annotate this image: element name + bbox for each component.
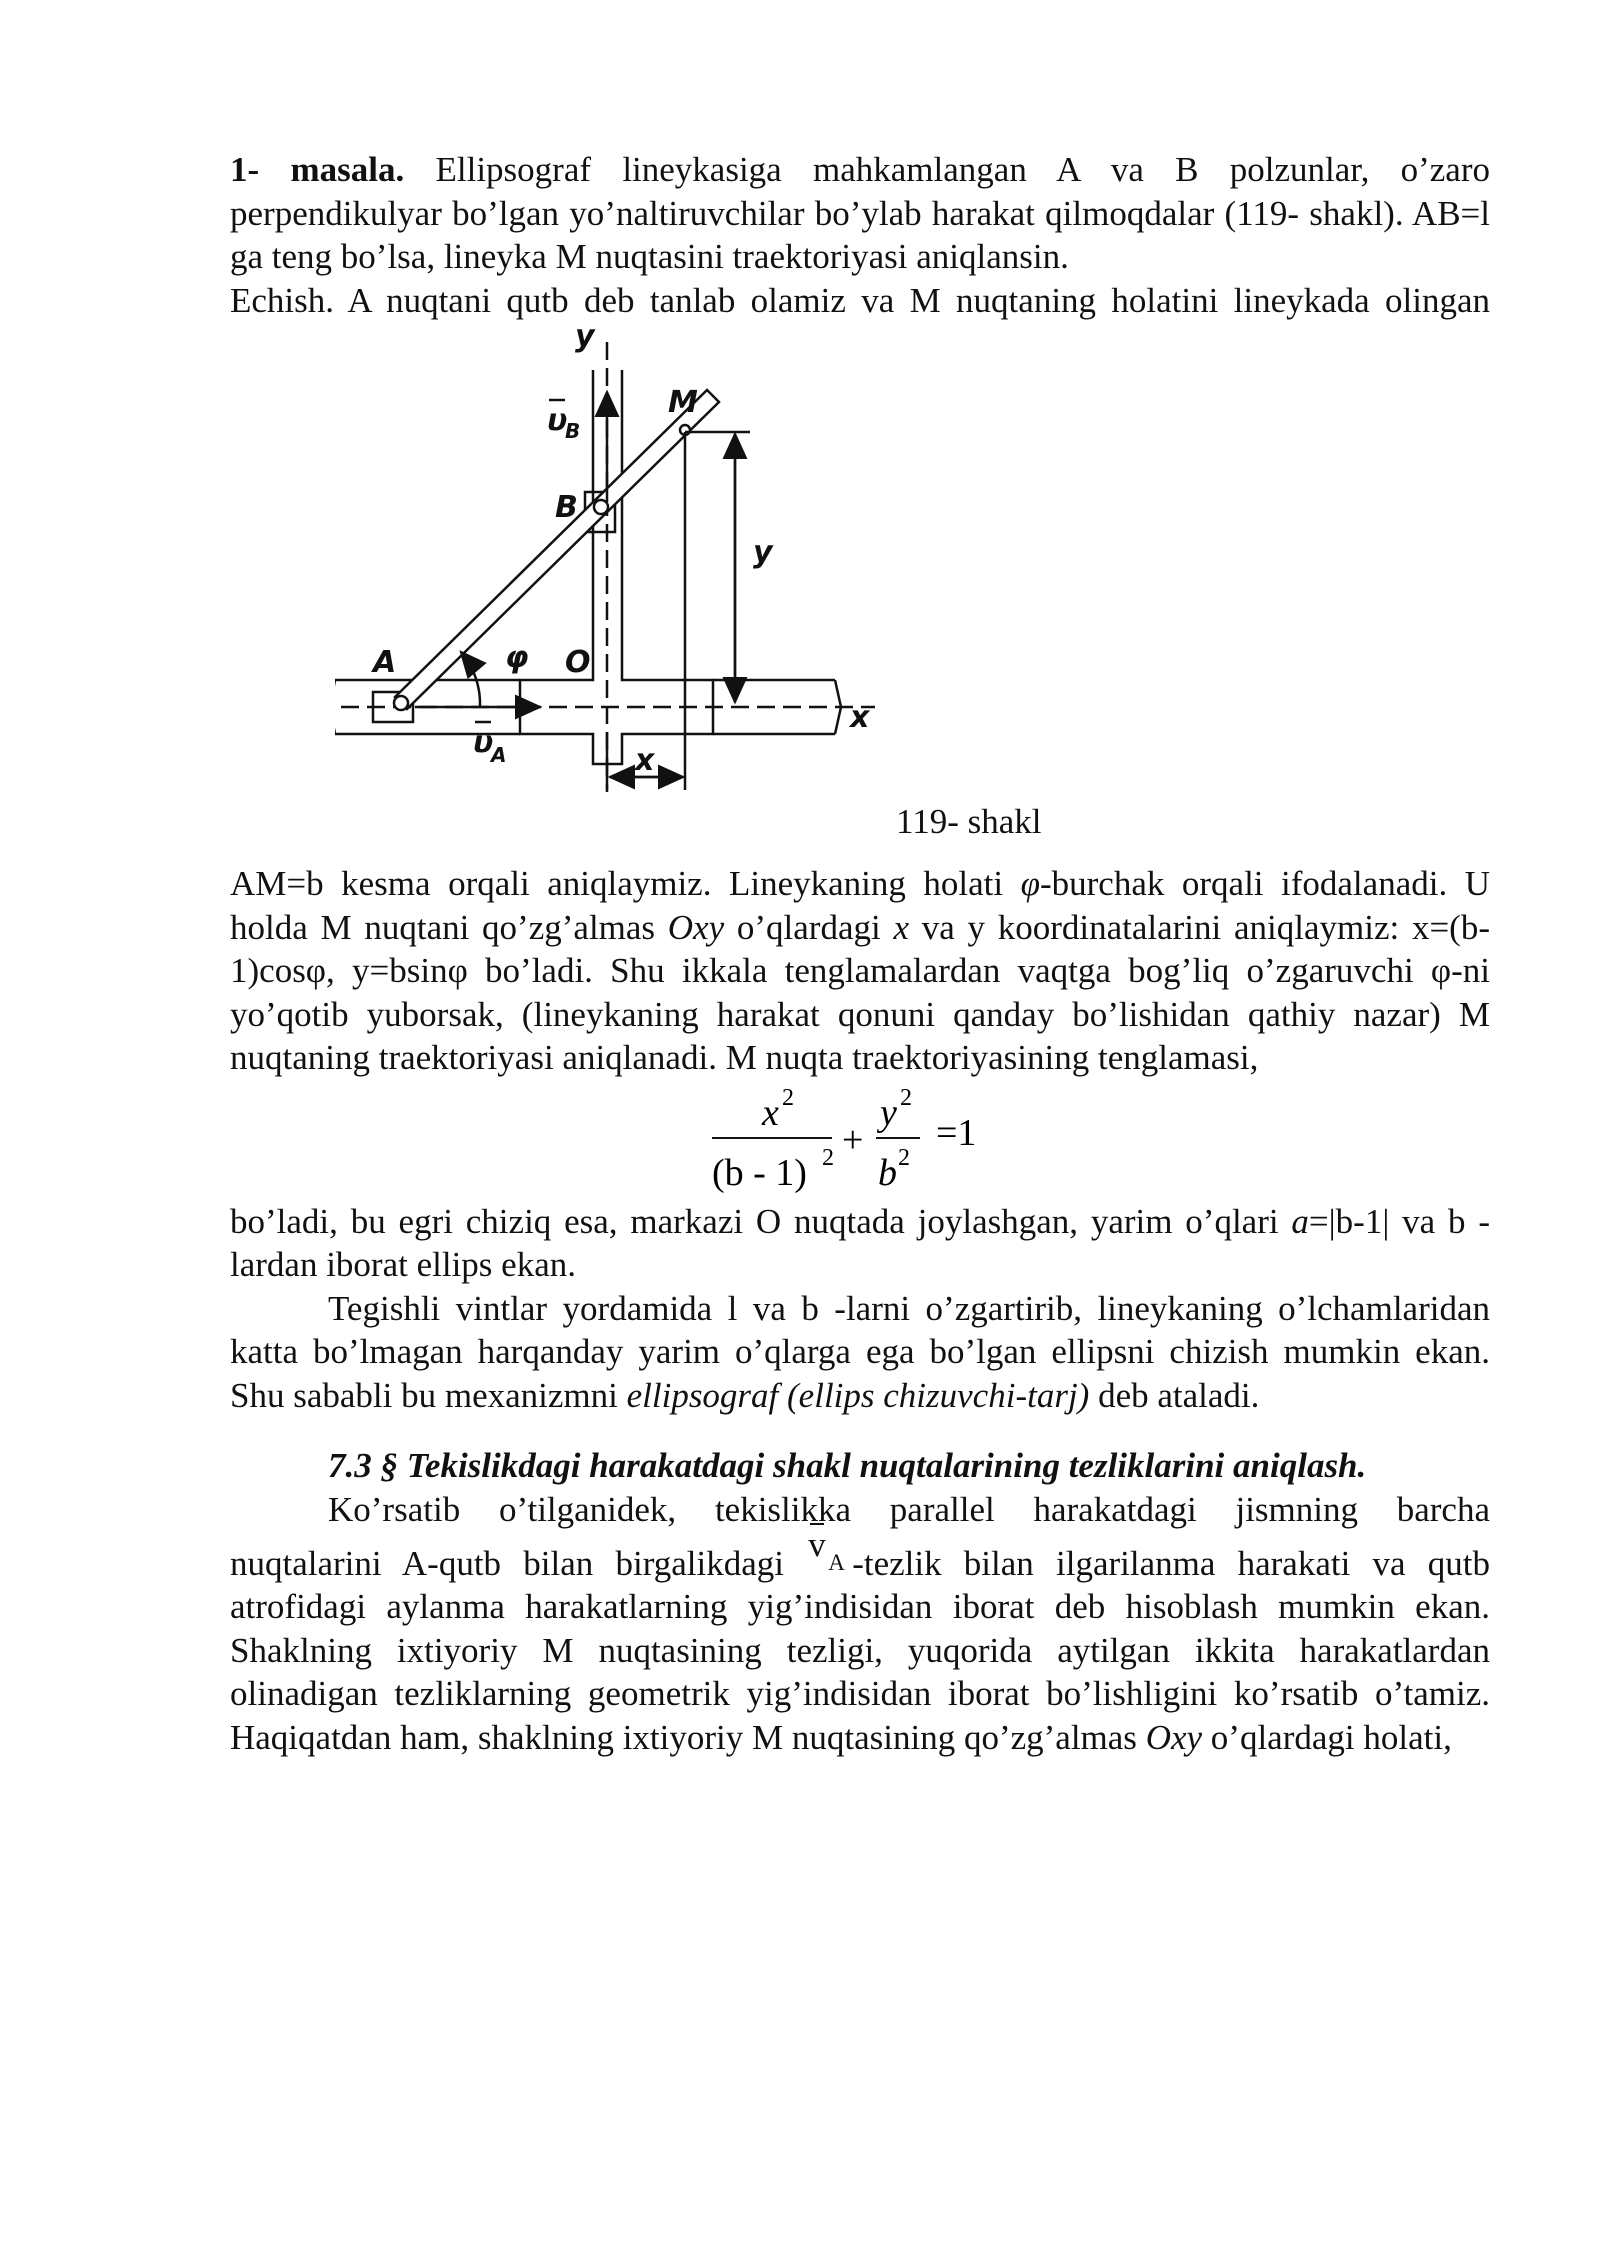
solution-line: Echish. A nuqtani qutb deb tanlab olamiz va M nuqtaning holatini lineykada olingan xyxy=(230,280,1490,320)
problem-title: 1- masala. xyxy=(230,150,405,189)
problem-paragraph xyxy=(230,148,1490,279)
label-vB: υ xyxy=(547,403,568,438)
paragraph-velocity-intro: Ko’rsatib o’tilganidek, tekislikka parallel harakatdagi jismning barcha xyxy=(328,1490,1490,1529)
problem-text: Ellipsograf lineykasiga mahkamlangan A va B polzunlar, o’zaro perpendikulyar bo’lgan yo’naltiruvchilar bo’ylab harakat qilmoqdalar (119- shakl). AB=l ga teng bo’lsa, lineyka M nuqtasini traektoriyasi aniqlansin. xyxy=(230,150,1490,276)
formula-num1: x xyxy=(762,1091,779,1134)
label-B: B xyxy=(555,490,578,525)
label-phi: φ xyxy=(505,640,529,675)
figure-caption: 119- shakl xyxy=(896,802,1042,841)
label-M: M xyxy=(668,385,698,420)
paragraph-velocity: nuqtalarini A-qutb bilan birgalikdagi v A -tezlik bilan ilgarilanma harakati va qutb atrofidagi aylanma harakatlarning yig’indisidan iborat deb hisoblash mumkin ekan. Shaklning ixtiyoriy M nuqtasining tezligi, yuqorida aytilgan ikkita harakatlardan olinadigan tezliklarning geometrik yig’indisidan iborat bo’lishligini ko’rsatib o’tamiz. Haqiqatdan ham, shaklning ixtiyoriy M nuqtasining qo’zg’almas Oxy o’qlardagi holati, xyxy=(230,1524,1490,1757)
label-x-axis: x xyxy=(850,700,870,735)
formula-eq: =1 xyxy=(936,1111,977,1154)
paragraph-coordinates: AM=b kesma orqali aniqlaymiz. Lineykaning holati φ-burchak orqali ifodalanadi. U holda M nuqtani qo’zg’almas Oxy o’qlardagi x va y koordinatalarini aniqlaymiz: x=(b-1)cosφ, y=bsinφ bo’ladi. Shu ikkala tenglamalardan vaqtga bog’liq o’zgaruvchi φ-ni yo’qotib yuborsak, (lineykaning harakat qonuni qanday bo’lishidan qathiy nazar) M nuqtaning traektoriyasi aniqlanadi. M nuqta traektoriyasining tenglamasi, xyxy=(230,864,1490,1077)
formula-plus: + xyxy=(842,1118,864,1161)
label-vA-sub: A xyxy=(491,743,507,767)
section-heading: 7.3 § Tekislikdagi harakatdagi shakl nuqtalarining tezliklarini aniqlash. xyxy=(328,1446,1367,1485)
paragraph-ellipse: bo’ladi, bu egri chiziq esa, markazi O nuqtada joylashgan, yarim o’qlari a=|b-1| va b - lardan iborat ellips ekan. xyxy=(230,1201,1490,1284)
ellipse-equation xyxy=(230,1080,1490,1200)
document-page xyxy=(230,148,1490,1759)
label-O: O xyxy=(565,645,591,680)
paragraph-ellipsograph: Tegishli vintlar yordamida l va b -larni o’zgartirib, lineykaning o’lchamlaridan katta bo’lmagan harqanday yarim o’qlarga ega bo’lgan ellipsni chizish mumkin ekan. Shu sababli bu mexanizmni ellipsograf (ellips chizuvchi-tarj) deb ataladi. xyxy=(230,1288,1490,1415)
formula-sup2: 2 xyxy=(822,1144,834,1171)
ellipsograph-diagram xyxy=(335,322,1035,802)
formula-den2: b xyxy=(878,1151,897,1194)
label-A: A xyxy=(373,645,397,680)
label-dim-y: y xyxy=(753,535,773,570)
formula-sup1: 2 xyxy=(782,1084,794,1111)
formula-num2: y xyxy=(880,1091,897,1134)
figure-119 xyxy=(230,322,1490,862)
label-vB-sub: B xyxy=(565,419,581,443)
label-y-axis: y xyxy=(575,322,595,354)
label-dim-x: x xyxy=(635,743,655,778)
velocity-vA-symbol: v A xyxy=(808,1524,845,1575)
label-vA: υ xyxy=(473,725,494,760)
formula-sup4: 2 xyxy=(898,1144,910,1171)
formula-sup3: 2 xyxy=(900,1084,912,1111)
formula-den1: (b - 1) xyxy=(712,1151,807,1194)
